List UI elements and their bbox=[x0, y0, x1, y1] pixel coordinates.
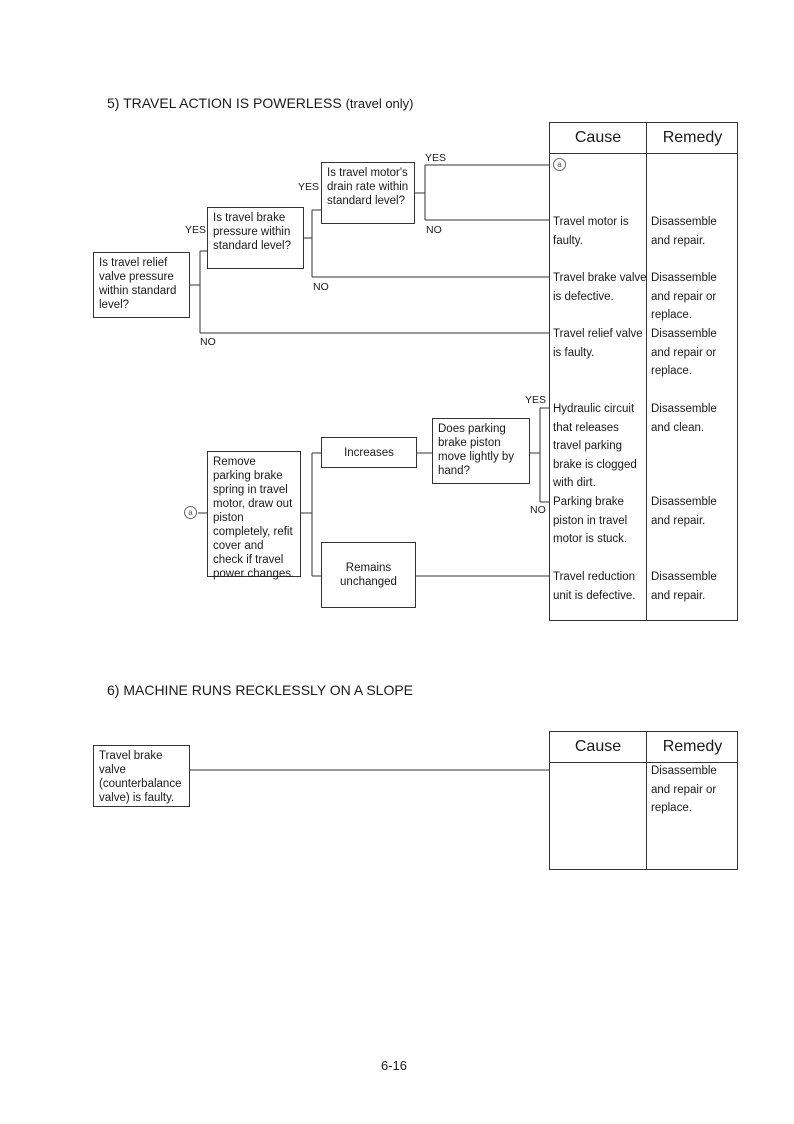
yes-label-piston: YES bbox=[525, 394, 547, 406]
remedy-cell: Disassemble and repair. bbox=[651, 571, 717, 602]
cause-cell: Travel reduction unit is defective. bbox=[553, 571, 636, 602]
cause-cell: Hydraulic circuit that releases travel parking brake is clogged with dirt. bbox=[553, 403, 637, 489]
section-5-title-text: 5) TRAVEL ACTION IS POWERLESS bbox=[107, 95, 342, 111]
drain-rate-question-text: Is travel motor's drain rate within standard level? bbox=[327, 167, 409, 207]
increases-box bbox=[321, 437, 417, 468]
column-divider bbox=[646, 123, 647, 620]
remedy-cell: Disassemble and repair or replace. bbox=[651, 272, 717, 321]
cause-header: Cause bbox=[574, 738, 622, 755]
cause-cell: Travel motor is faulty. bbox=[553, 216, 629, 247]
remains-unchanged-box bbox=[321, 542, 416, 608]
start-marker-a: a bbox=[184, 506, 197, 519]
remedy-cell: Disassemble and repair. bbox=[651, 496, 717, 527]
drain-rate-question bbox=[321, 162, 415, 224]
brake-pressure-question bbox=[207, 207, 304, 269]
remedy-cell: Disassemble and repair or replace. bbox=[651, 765, 717, 814]
cause-cell: Travel brake valve is defective. bbox=[553, 272, 647, 303]
cause-cell: Travel relief valve is faulty. bbox=[553, 328, 643, 359]
yes-label-drain-rate: YES bbox=[425, 152, 447, 164]
yes-label-relief: YES bbox=[185, 224, 207, 236]
remedy-cell: Disassemble and clean. bbox=[651, 403, 717, 434]
remains-unchanged-text: Remains unchanged bbox=[340, 562, 397, 588]
piston-move-question bbox=[432, 418, 530, 484]
section-6-title: 6) MACHINE RUNS RECKLESSLY ON A SLOPE bbox=[107, 682, 414, 698]
travel-brake-valve-text: Travel brake valve (counterbalance valve) is faulty. bbox=[99, 750, 182, 804]
table-marker-a: a bbox=[553, 158, 566, 171]
parking-brake-procedure-text: Remove parking brake spring in travel motor, draw out piston completely, refit cover and check if travel power changes. bbox=[213, 456, 295, 580]
brake-pressure-question-text: Is travel brake pressure within standard level? bbox=[213, 212, 291, 252]
piston-move-question-text: Does parking brake piston move lightly by hand? bbox=[438, 423, 515, 477]
no-label-drain-rate: NO bbox=[426, 224, 442, 236]
relief-pressure-question bbox=[93, 252, 190, 318]
section-5-title-suffix: (travel only) bbox=[345, 96, 414, 111]
remedy-cell: Disassemble and repair or replace. bbox=[651, 328, 717, 377]
remedy-header: Remedy bbox=[662, 129, 723, 146]
cause-header: Cause bbox=[574, 129, 622, 146]
no-label-piston: NO bbox=[530, 504, 546, 516]
yes-label-brake-pressure: YES bbox=[298, 181, 320, 193]
travel-brake-valve-box bbox=[93, 745, 190, 807]
page-number: 6-16 bbox=[381, 1058, 408, 1073]
remedy-header: Remedy bbox=[662, 738, 723, 755]
cause-cell: Parking brake piston in travel motor is stuck. bbox=[553, 496, 628, 545]
no-label-relief: NO bbox=[200, 336, 216, 348]
relief-pressure-question-text: Is travel relief valve pressure within standard level? bbox=[99, 257, 177, 311]
remedy-cell: Disassemble and repair. bbox=[651, 216, 717, 247]
no-label-brake-pressure: NO bbox=[313, 281, 329, 293]
increases-text: Increases bbox=[344, 446, 394, 459]
parking-brake-procedure bbox=[207, 451, 301, 580]
